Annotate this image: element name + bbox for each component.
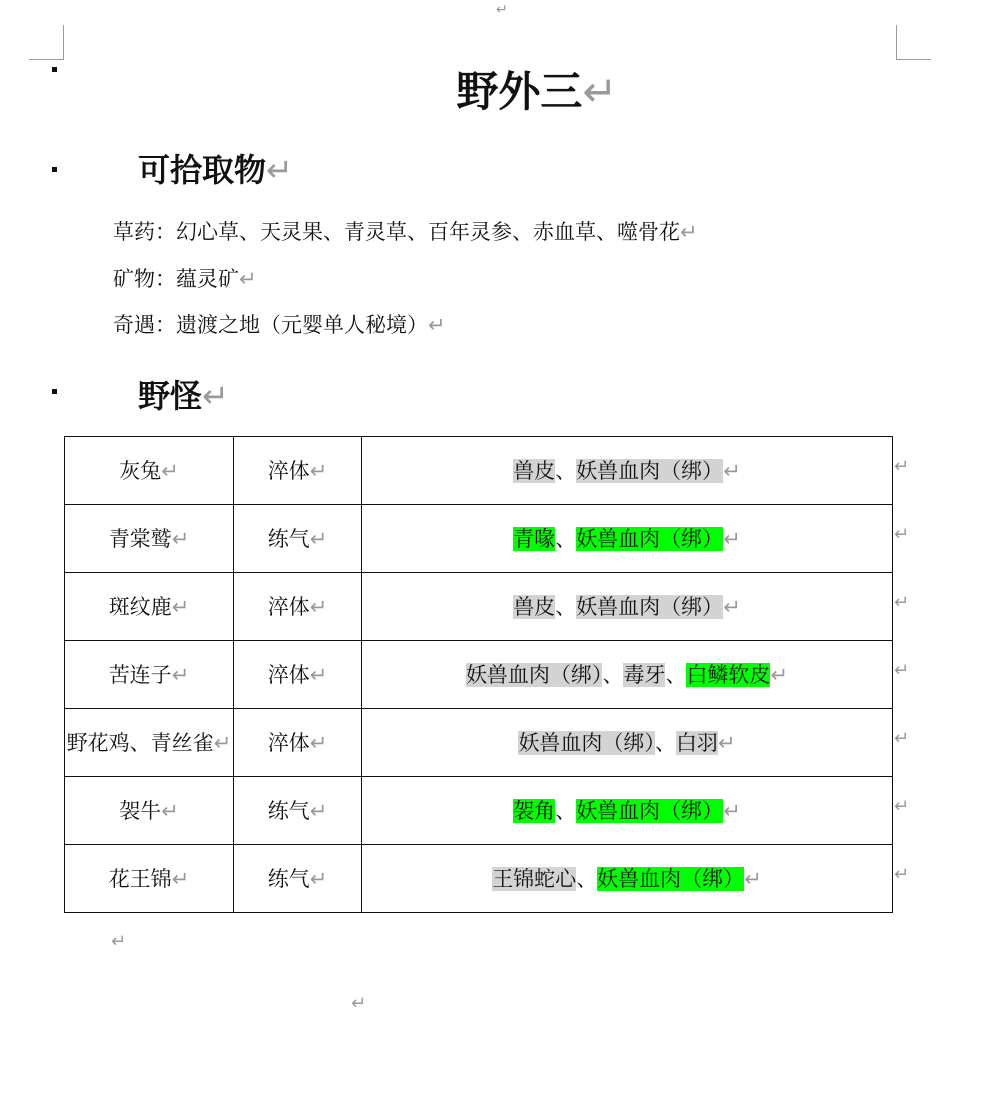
paragraph-mark: ↵: [723, 458, 741, 483]
monster-realm-cell[interactable]: [234, 777, 362, 845]
paragraph-mark: ↵: [171, 866, 190, 891]
paragraph-mark: ↵: [309, 594, 328, 619]
drop-item: 妖兽血肉（绑）: [518, 730, 655, 755]
monster-name-cell[interactable]: [65, 641, 234, 709]
ores-line[interactable]: 矿物：蕴灵矿↵: [113, 267, 257, 291]
section-heading-pickups[interactable]: 可拾取物↵: [138, 151, 293, 189]
monster-name-cell[interactable]: [65, 437, 234, 505]
drop-separator: 、: [555, 594, 577, 619]
row-end-mark: ↵: [894, 864, 910, 885]
monster-name: 袈牛: [119, 798, 162, 823]
bullet-icon: [52, 167, 57, 172]
monster-name: 野花鸡、青丝雀: [66, 730, 214, 755]
monster-realm: 淬体: [267, 662, 310, 687]
monster-realm: 练气: [267, 798, 310, 823]
paragraph-mark: ↵: [171, 662, 190, 687]
drop-separator: 、: [555, 458, 577, 483]
monster-realm: 淬体: [267, 458, 310, 483]
drop-item: 白羽: [675, 730, 718, 755]
drop-item: 妖兽血肉（绑）: [576, 526, 724, 551]
drop-item: 妖兽血肉（绑）: [576, 458, 724, 483]
row-end-mark: ↵: [894, 592, 910, 613]
table-row: [65, 709, 893, 777]
monster-realm-cell[interactable]: [234, 437, 362, 505]
monster-realm-cell[interactable]: [234, 845, 362, 913]
monster-drops-cell[interactable]: [362, 641, 893, 709]
herbs-line[interactable]: 草药：幻心草、天灵果、青灵草、百年灵参、赤血草、噬骨花↵: [113, 220, 698, 244]
paragraph-mark: ↵: [309, 798, 328, 823]
paragraph-mark: ↵: [680, 220, 698, 244]
monster-realm: 淬体: [267, 730, 310, 755]
crop-mark-top-right: [896, 25, 931, 60]
paragraph-mark: ↵: [744, 866, 762, 891]
drop-item: 兽皮: [513, 458, 556, 483]
paragraph-mark: ↵: [723, 526, 741, 551]
paragraph-mark: ↵: [582, 67, 618, 116]
drop-separator: 、: [665, 662, 687, 687]
drop-item: 青喙: [513, 526, 556, 551]
paragraph-mark: ↵: [770, 662, 789, 687]
table-row: [65, 777, 893, 845]
paragraph-mark: ↵: [309, 662, 328, 687]
monster-drops-cell[interactable]: [362, 709, 893, 777]
drop-separator: 、: [555, 526, 577, 551]
drop-separator: 、: [555, 798, 577, 823]
monster-realm: 淬体: [267, 594, 310, 619]
monster-realm-cell[interactable]: [234, 709, 362, 777]
crop-mark-top-left: [29, 25, 64, 60]
paragraph-mark: ↵: [309, 866, 328, 891]
drop-item: 白鳞软皮: [686, 662, 771, 687]
bullet-icon: [52, 389, 57, 394]
paragraph-mark: ↵: [717, 730, 736, 755]
paragraph-mark: ↵: [309, 458, 328, 483]
row-end-mark: ↵: [894, 660, 910, 681]
drop-item: 兽皮: [513, 594, 556, 619]
drop-separator: 、: [576, 866, 598, 891]
monster-name-cell[interactable]: [65, 777, 234, 845]
monster-name: 花王锦: [108, 866, 172, 891]
monster-name: 青棠鹫: [108, 526, 172, 551]
drop-item: 袈角: [513, 798, 556, 823]
monster-realm-cell[interactable]: [234, 573, 362, 641]
monster-realm-cell[interactable]: [234, 505, 362, 573]
paragraph-mark: ↵: [309, 526, 328, 551]
page-title[interactable]: 野外三↵: [456, 67, 618, 116]
drop-separator: 、: [602, 662, 624, 687]
row-end-mark: ↵: [894, 728, 910, 749]
drop-item: 妖兽血肉（绑）: [597, 866, 745, 891]
section-heading-monsters[interactable]: 野怪↵: [138, 377, 229, 415]
paragraph-mark: ↵: [351, 993, 367, 1014]
paragraph-mark: ↵: [161, 458, 179, 483]
paragraph-mark: ↵: [723, 594, 741, 619]
monster-drops-cell[interactable]: [362, 573, 893, 641]
drop-item: 毒牙: [623, 662, 666, 687]
table-row: [65, 641, 893, 709]
monster-drops-cell[interactable]: [362, 437, 893, 505]
monster-table: [64, 436, 893, 913]
monster-realm-cell[interactable]: [234, 641, 362, 709]
monster-name: 斑纹鹿: [108, 594, 172, 619]
paragraph-mark: ↵: [171, 526, 190, 551]
monster-drops-cell[interactable]: [362, 505, 893, 573]
monster-name: 灰兔: [119, 458, 162, 483]
paragraph-mark: ↵: [266, 151, 293, 189]
monster-name-cell[interactable]: [65, 709, 234, 777]
paragraph-mark: ↵: [111, 931, 127, 952]
row-end-mark: ↵: [894, 796, 910, 817]
drop-item: 妖兽血肉（绑）: [576, 594, 724, 619]
row-end-mark: ↵: [894, 456, 910, 477]
monster-name: 苦连子: [108, 662, 172, 687]
paragraph-mark: ↵: [496, 2, 508, 18]
monster-realm: 练气: [267, 866, 310, 891]
monster-name-cell[interactable]: [65, 845, 234, 913]
drop-item: 妖兽血肉（绑）: [576, 798, 724, 823]
paragraph-mark: ↵: [428, 313, 446, 337]
row-end-mark: ↵: [894, 524, 910, 545]
monster-realm: 练气: [267, 526, 310, 551]
paragraph-mark: ↵: [202, 377, 229, 415]
paragraph-mark: ↵: [723, 798, 741, 823]
table-row: [65, 505, 893, 573]
paragraph-mark: ↵: [239, 267, 257, 291]
paragraph-mark: ↵: [213, 730, 232, 755]
paragraph-mark: ↵: [171, 594, 190, 619]
drop-item: 妖兽血肉（绑）: [465, 662, 603, 687]
monster-name-cell[interactable]: [65, 505, 234, 573]
table-row: [65, 573, 893, 641]
drop-separator: 、: [654, 730, 676, 755]
encounter-line[interactable]: 奇遇：遗渡之地（元婴单人秘境）↵: [113, 313, 446, 337]
paragraph-mark: ↵: [309, 730, 328, 755]
paragraph-mark: ↵: [161, 798, 179, 823]
monster-drops-cell[interactable]: [362, 777, 893, 845]
table-row: [65, 437, 893, 505]
drop-item: 王锦蛇心: [492, 866, 577, 891]
monster-name-cell[interactable]: [65, 573, 234, 641]
monster-drops-cell[interactable]: [362, 845, 893, 913]
table-row: [65, 845, 893, 913]
